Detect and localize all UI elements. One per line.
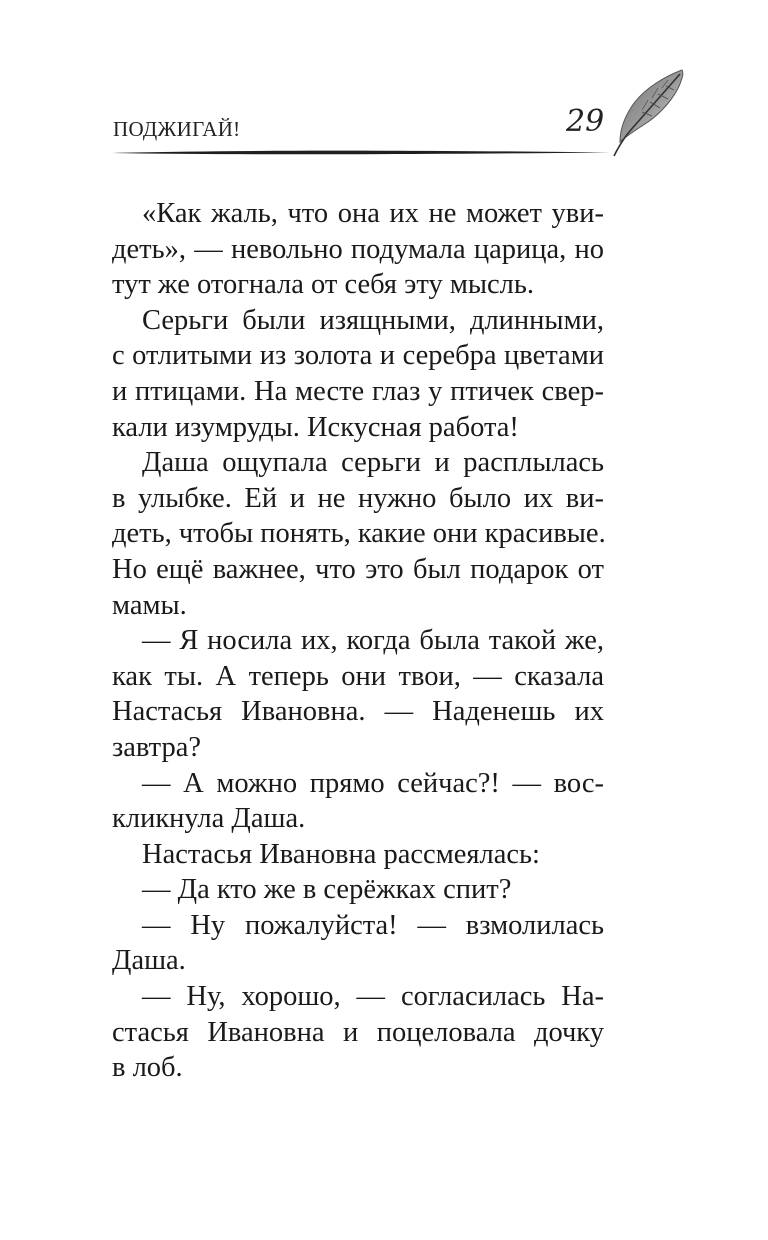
text-line: «Как жаль, что она их не может уви-	[142, 198, 604, 229]
header-rule	[112, 148, 610, 158]
text-line: Даша ощупала серьги и расплылась	[142, 447, 604, 479]
running-title: ПОДЖИГАЙ!	[113, 117, 241, 141]
text-line: кали изумруды. Искусная работа!	[112, 411, 519, 443]
text-line: с отлитыми из золота и серебра цветами	[112, 340, 604, 372]
text-line: в улыбке. Ей и не нужно было их ви-	[112, 482, 604, 514]
text-line: стасья Ивановна и поцеловала дочку	[112, 1016, 604, 1048]
text-line: — Да кто же в серёжках спит?	[142, 874, 512, 906]
text-line: Но ещё важнее, что это был подарок от	[112, 553, 604, 585]
text-line: кликнула Даша.	[112, 803, 306, 835]
feather-quill-icon	[596, 66, 692, 166]
text-line: — Ну пожалуйста! — взмолилась	[142, 909, 604, 941]
text-line: Серьги были изящными, длинными,	[142, 304, 604, 336]
text-line: Настасья Ивановна рассмеялась:	[142, 838, 540, 870]
text-line: — Ну, хорошо, — согласилась На-	[142, 981, 604, 1013]
text-line: в лоб.	[112, 1052, 183, 1084]
page-header	[0, 0, 768, 170]
text-line: Даша.	[112, 945, 186, 977]
text-line: и птицами. На месте глаз у птичек свер-	[112, 375, 604, 407]
text-line: тут же отогнала от себя эту мысль.	[112, 269, 535, 301]
page-number: 29	[566, 104, 605, 139]
text-line: мамы.	[112, 589, 187, 621]
text-line: — А можно прямо сейчас?! — вос-	[142, 767, 604, 799]
text-line: — Я носила их, когда была такой же,	[142, 625, 604, 657]
text-line: деть», — невольно подумала царица, но	[112, 233, 604, 265]
text-line: завтра?	[112, 731, 202, 763]
text-line: Настасья Ивановна. — Наденешь их	[112, 696, 604, 728]
body-text	[112, 196, 604, 1086]
text-line: как ты. А теперь они твои, — сказала	[112, 660, 604, 692]
text-line: деть, чтобы понять, какие они красивые.	[112, 518, 606, 550]
